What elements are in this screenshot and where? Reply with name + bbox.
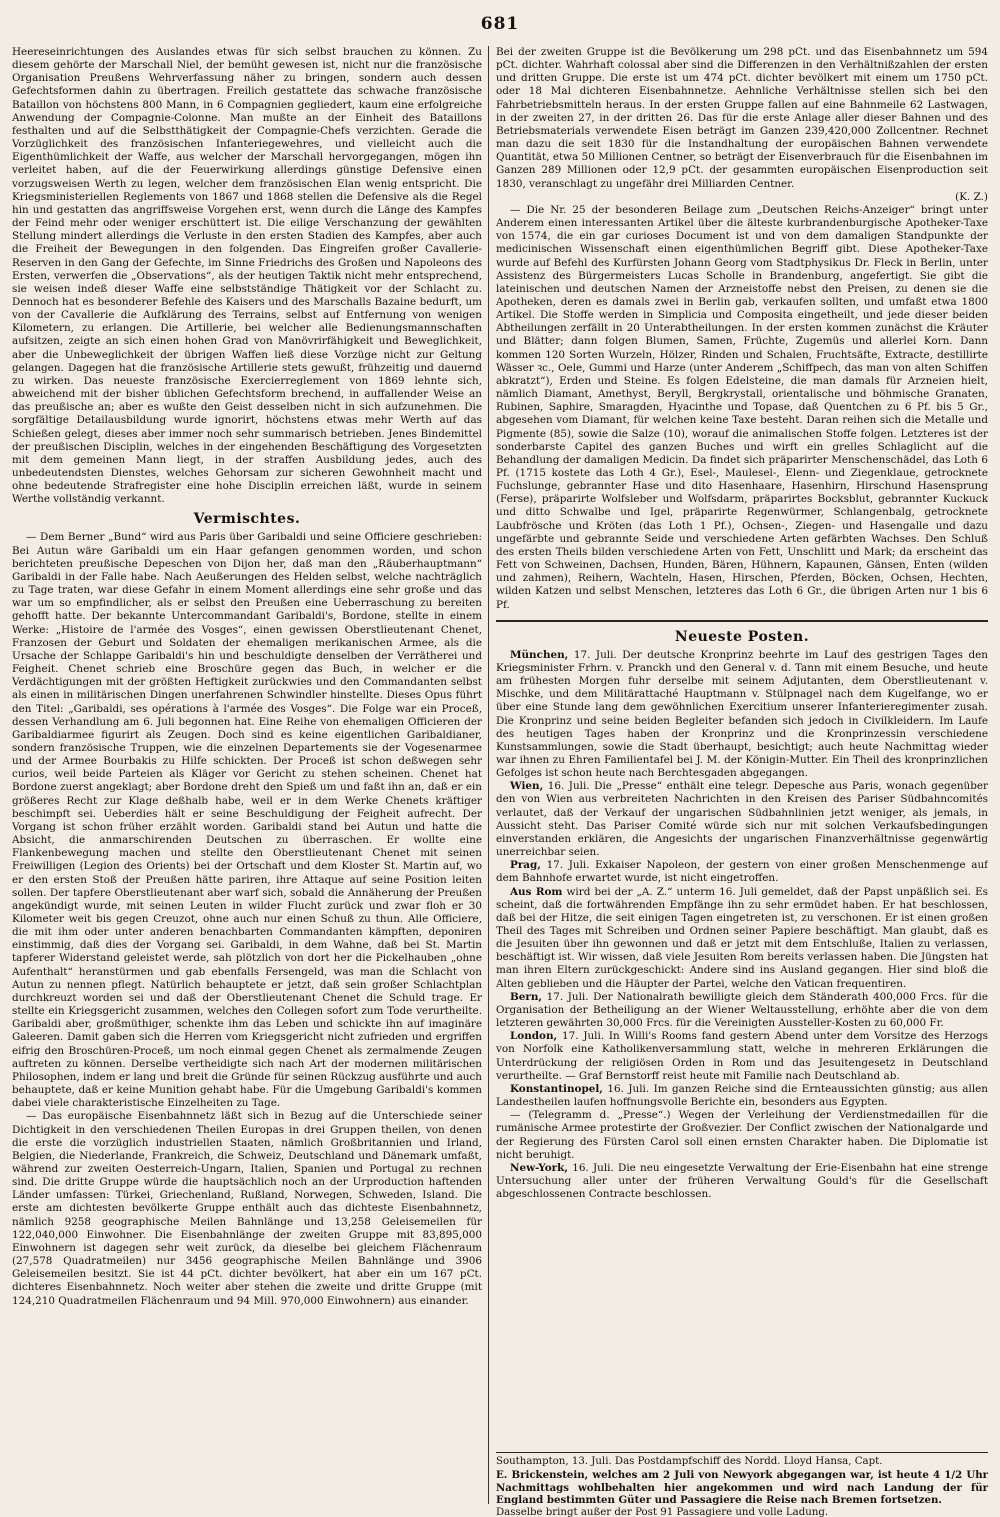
news-text: 17. Juli. Der deutsche Kronprinz beehrte im Lauf des gestrigen Tages den Kriegsminister Frhrn. v. Pranckh und den General v. d. Tann mit einem Besuche, und heute am frühesten Morgen fuhr derselbe mit seinem Adjutanten, dem Oberstlieutenant v. Mischke, und dem Militärattaché Hauptmann v. Stülpnagel nach dem Kugelfange, wo er über eine Stunde lang dem gewöhnlichen Exercitium unserer Infanterieregimenter zusah. Die Kronprinz und seine beiden Begleiter befanden sich jedoch in Civilkleidern. Im Laufe des heutigen Tages haben der Kronprinz und die Kronprinzessin verschiedene Kunstsammlungen, sowie die Stadt überhaupt, besichtigt; auch heute Nachmittag wieder war ihnen zu Ehren Familientafel bei J. M. der Königin-Mutter. Ein Theil des kronprinzlichen Gefolges ist schon heute nach Berchtesgaden abgegangen. bbox=[496, 648, 988, 780]
section-heading-neueste-posten: Neueste Posten. bbox=[674, 628, 810, 645]
news-item bbox=[496, 886, 988, 991]
apotheker-article-paragraph: — Die Nr. 25 der besonderen Beilage zum „Deutschen Reichs-Anzeiger“ bringt unter Anderem einen interessanten Artikel über die älteste kurbrandenburgische Apotheker-Taxe von 1574, die ein gar curioses Document ist und von dem damaligen Standpunkte der medicinischen Wissenschaft einen eigenthümlichen Begriff gibt. Diese Apotheker-Taxe wurde auf Befehl des Kurfürsten Johann Georg vom Stadtphysikus Dr. Fleck in Berlin, unter Assistenz des Bürgermeisters Lucas Scholle in Brandenburg, angefertigt. Sie gibt die lateinischen und deutschen Namen der Arzneistoffe nebst den Preisen, zu denen sie die Apotheken, deren es damals zwei in Berlin gab, verkaufen sollten, und umfaßt etwa 1800 Artikel. Die Stoffe werden in Simplicia und Composita eingetheilt, und jede dieser beiden Abtheilungen zerfällt in 20 Unterabtheilungen. In der ersten kommen zunächst die Kräuter und Blätter; dann folgen Blumen, Samen, Früchte, Zugemüs und allerlei Korn. Dann kommen 120 Sorten Wurzeln, Hölzer, Rinden und Schalen, Fruchtsäfte, Extracte, destillirte Wässer ꝛc., Oele, Gummi und Harze (unter Anderem „Schiffpech, das man von alten Schiffen abkratzt“), Erden und Steine. Es folgen Edelsteine, die man damals für Arzneien hielt, nämlich Diamant, Amethyst, Beryll, Bergkrystall, orientalische und böhmische Granaten, Rubinen, Saphire, Smaragden, Hyacinthe und Topase, daß Quentchen zu 6 Pf. bis 5 Gr., abgesehen vom Diamant, für welchen keine Taxe besteht. Daran reihen sich die Metalle und Pigmente (85), sowie die Salze (10), worauf die animalischen Stoffe folgen. Letzteres ist der sonderbarste Capitel des ganzen Buches und wirft ein grelles Schlaglicht auf die Behandlung der damaligen Medicin. Da findet sich präparirter Menschenschädel, das Loth 6 Pf. (1715 kostete das Loth 4 Gr.), Esel-, Maulesel-, Elenn- und Ziegenklaue, getrocknete Fuchslunge, gebrannter Hase und dito Hasenhaare, Hasenhirn, Hirschund Hasensprung (Ferse), präparirte Wolfsleber und Wolfsdarm, präparirtes Bocksblut, gebrannter Kuckuck und ditto Schwalbe und Igel, präparirte Regenwürmer, Schlangenbalg, getrocknete Laubfrösche und Kröten (das Loth 1 Pf.), Ochsen-, Ziegen- und Hasengalle und dazu ungefärbte und gebrannte Seide und verschiedene Arten gefärbten Wachses. Den Schluß des ersten Theils bilden verschiedene Arten von Fett, Unschlitt und Mark; da erscheint das Fett von Schweinen, Dachsen, Hunden, Bären, Hühnern, Kapaunen, Gänsen, Enten (wilden und zahmen), Reihern, Wachteln, Hasen, Hirschen, Pferden, Böcken, Ochsen, Hechten, wilden Katzen und selbst Menschen, letzteres das Loth 6 Gr., die übrigen Arten nur 1 bis 6 Pf. bbox=[496, 203, 988, 611]
news-text: wird bei der „A. Z.“ unterm 16. Juli gemeldet, daß der Papst unpäßlich sei. Es scheint, daß die fortwährenden Empfänge ihn zu sehr ermüdet haben. Er hat beschlossen, daß bei der Hitze, die seit einigen Tagen eingetreten ist, zu verschonen. Er ist einen großen Theil des Tages mit Schreiben und Ordnen seiner Papiere beschäftigt. Man glaubt, daß es die Jesuiten über ihn gewonnen und daß er jetzt mit dem Entschluße, Italien zu verlassen, beschäftigt ist. Wir wissen, daß viele Jesuiten Rom bereits verlassen haben. Die Jüngsten hat man ihren Eltern zurückgeschickt: Andere sind ins Ausland gegangen. Hier sind bloß die Alten geblieben und die Häupter der Partei, welche den Vatican frequentiren. bbox=[496, 885, 988, 990]
source-signature: (K. Z.) bbox=[955, 190, 988, 203]
shipping-notice bbox=[496, 1452, 988, 1517]
garibaldi-article-paragraph: — Dem Berner „Bund“ wird aus Paris über Garibaldi und seine Officiere geschrieben: Bei Autun wäre Garibaldi um ein Haar gefangen genommen worden, und schon berichteten preußische Depeschen von Dijon her, daß man den „Räuberhauptmann“ Garibaldi in der Falle habe. Nach Aeußerungen des Helden selbst, welche nachträglich zu Tage traten, war diese Gefahr in einem Moment allerdings eine sehr große und das war um so empfindlicher, als er selbst den Preußen eine Ueberraschung zu bereiten gehofft hatte. Der bekannte Untercommandant Garibaldi's, Bordone, stellte in einem Werke: „Histoire de l'armée des Vosges“, einen gewissen Oberstlieutenant Chenet, Franzosen der Geburt und Soldaten der ehemaligen merikanischen Armee, als die Ursache der Schlappe Garibaldi's hin und beschuldigte denselben der Verrätherei und Feigheit. Chenet schrieb eine Broschüre gegen das Buch, in welcher er die Verdächtigungen mit der größten Heftigkeit zurückwies und den Commandanten selbst als einen in militärischen Dingen unerfahrenen Schwindler hinstellte. Dieses Opus führt den Titel: „Garibaldi, ses opérations à l'armée des Vosges“. Die Folge war ein Proceß, dessen Verhandlung am 6. Juli begonnen hat. Eine Reihe von ehemaligen Officieren der Garibaldiarmee figurirt als Zeugen. Doch sind es keine eigentlichen Garibaldianer, sondern französische Truppen, wie die einzelnen Departements sie der Vogesenarmee und der Armee Bourbakis zu Hilfe schickten. Der Proceß ist schon deßwegen sehr curios, weil beide Parteien als Kläger vor Gericht zu stehen scheinen. Chenet hat Bordone zuerst angeklagt; aber Bordone dreht den Spieß um und faßt ihn an, daß er ein größeres Recht zur Klage deßhalb habe, weil er in dem Werke Chenets kräftiger beschimpft sei. Ueberdies hält er seine Beschuldigung der Feigheit aufrecht. Der Vorgang ist schon früher erzählt worden. Garibaldi stand bei Autun und hatte die Absicht, die anmarschirenden Deutschen zu überraschen. Er wollte eine Flankenbewegung machen und stellte den Oberstlieutenant Chenet mit seinen Freiwilligen (Legion des Orients) bei der Ortschaft und dem Kloster St. Martin auf, wo er den ersten Stoß der Preußen hätte pariren, ihre Attaque auf seine Position leiten sollen. Der tapfere Oberstlieutenant aber warf sich, sobald die Annäherung der Preußen angekündigt wurde, mit seinen Leuten in wilder Flucht zurück und zwar floh er 30 Kilometer weit bis gegen Creuzot, ohne auch nur einen Schuß zu thun. Alle Officiere, die mit ihm oder unter anderen benachbarten Commandanten kämpften, deponiren einstimmig, daß dies der Vorgang sei. Garibaldi, in dem Wahne, daß bei St. Martin tapferer Widerstand geleistet werde, sah plötzlich von dort her die Pickelhauben „ohne Aufenthalt“ heranstürmen und gab ebenfalls Fersengeld, was man die Schlacht von Autun zu nennen pflegt. Natürlich behauptete er jetzt, daß sein großer Schlachtplan durchkreuzt worden sei und daß der Oberstlieutenant Chenet die Schuld trage. Er stellte ein Kriegsgericht zusammen, welches den Collegen sofort zum Tode verurtheilte. Garibaldi aber, großmüthiger, schenkte ihm das Leben und schickte ihn auf imaginäre Galeeren. Damit gaben sich die Herren vom Kriegsgericht nicht zufrieden und ergriffen eifrig den Broschüren-Proceß, um noch einmal gegen Chenet als zermalmende Zeugen auftreten zu können. Derselbe vertheidigte sich nach Art der modernen militärischen Philosophen, indem er lang und breit die Gründe für seinen Rückzug ausführte und auch behauptete, daß er keine Munition gehabt habe. Für die Umgebung Garibaldi's kommen dabei viele charakteristische Einzelheiten zu Tage. bbox=[12, 531, 482, 1110]
military-article-paragraph: Heereseinrichtungen des Auslandes etwas für sich selbst brauchen zu können. Zu diesem gehörte der Marschall Niel, der bemüht gewesen ist, nicht nur die französische Organisation Preußens Wehrverfassung näher zu bringen, sondern auch dessen Gefechtsformen dahin zu übertragen. Freilich gestattete das schwache französische Bataillon von höchstens 800 Mann, in 6 Compagnien gegliedert, kaum eine erfolgreiche Anwendung der Compagnie-Colonne. Man mußte an der Einheit des Bataillons festhalten und auf die Selbstthätigkeit der Compagnie-Chefs verzichten. Gerade die Vorzüglichkeit des französischen Infanteriegewehres, und vielleicht auch die Eigenthümlichkeit der Waffe, aus welcher der Marschall hervorgegangen, mögen ihn verleitet haben, auf die der Feuerwirkung allerdings günstige Defensive einen vorzugsweisen Werth zu legen, welcher dem französischen Elan wenig entspricht. Die Kriegsministeriellen Reglements von 1867 und 1868 stellen die Defensive als die Regel hin und gestatten das angriffsweise Vorgehen erst, wenn durch die Länge des Kampfes der Feind mehr oder weniger erschüttert ist. Die eilige Verschanzung der gewählten Stellung mindert allerdings die Verluste in den ersten Stadien des Kampfes, aber auch die Freiheit der Bewegungen in den folgenden. Das Eingreifen großer Cavallerie-Reserven in den Gang der Gefechte, im Sinne Friedrichs des Großen und Napoleons des Ersten, verwerfen die „Observations“, als der heutigen Taktik nicht mehr entsprechend, sie weisen indeß dieser Waffe eine selbstständige Thätigkeit vor der Schlacht zu. Dennoch hat es besonderer Befehle des Kaisers und des Marschalls Bazaine bedurft, um von der Cavallerie die Aufklärung des Terrains, selbst auf Entfernung von wenigen Kilometern, zu erlangen. Die Artillerie, bei welcher alle Bedienungsmannschaften aufsitzen, zeigte an sich einen hohen Grad von Manövrirfähigkeit und Beweglichkeit, aber die Unbeweglichkeit der übrigen Waffen ließ diese Vorzüge nicht zur Geltung gelangen. Dagegen hat die französische Artillerie stets gewußt, frühzeitig und dauernd zu wirken. Das neueste französische Exercierreglement von 1869 lehnte sich, abweichend mit der bisher üblichen Gefechtsform brechend, in auffallender Weise an das preußische an; aber es wußte den Geist desselben nicht in sich aufzunehmen. Die sorgfältige Detailausbildung wurde ignorirt, höchstens etwas mehr Werth auf das Schießen gelegt, dieses aber immer noch sehr summarisch betrieben. Jenes Bindemittel der preußischen Disciplin, welches in der eingehenden Beschäftigung des Vorgesetzten mit dem gemeinen Mann liegt, in der straffen Ausbildung jedes, auch des unbedeutendsten Dienstes, welches Gehorsam zur sicheren Gewohnheit macht und ohne bedeutende Strafregister eine hohe Disciplin erreichen läßt, wurde in seinem Werthe vollständig verkannt. bbox=[12, 46, 482, 506]
news-dateline: Prag, bbox=[510, 859, 541, 872]
news-dateline: Aus Rom bbox=[510, 885, 563, 898]
shipping-notice-line: Southampton, 13. Juli. Das Postdampfschiff des Nordd. Lloyd Hansa, Capt. bbox=[496, 1456, 883, 1467]
news-text: 16. Juli. Im ganzen Reiche sind die Ernteaussichten günstig; aus allen Landestheilen laufen hoffnungsvolle Berichte ein, besonders aus Egypten. bbox=[496, 1082, 988, 1109]
news-item bbox=[496, 649, 988, 781]
right-column bbox=[496, 46, 988, 1446]
news-item bbox=[496, 1083, 988, 1109]
news-item bbox=[496, 859, 988, 885]
section-divider bbox=[496, 620, 988, 622]
railway-article-continued: Bei der zweiten Gruppe ist die Bevölkerung um 298 pCt. und das Eisenbahnnetz um 594 pCt. dichter. Wahrhaft colossal aber sind die Differenzen in den Verhältnißzahlen der ersten und dritten Gruppe. Die erste ist um 474 pCt. dichter bevölkert mit einem um 1750 pCt. oder 18 Mal dichteren Eisenbahnnetze. Aehnliche Verhältnisse stellen sich bei den Fahrbetriebsmitteln heraus. In der ersten Gruppe fallen auf eine Bahnmeile 62 Lastwagen, in der zweiten 27, in der dritten 26. Das für die erste Anlage aller dieser Bahnen und des Betriebsmaterials verwendete Eisen beträgt im Ganzen 239,420,000 Zollcentner. Rechnet man dazu die seit 1830 für die Instandhaltung der europäischen Bahnen verwendete Quantität, etwa 50 Millionen Centner, so beträgt der Eisenverbrauch für die Eisenbahnen im Ganzen 289 Millionen oder 12,9 pCt. der gesammten europäischen Eisenproduction seit 1830, veranschlagt zu ungefähr drei Milliarden Centner. bbox=[496, 46, 988, 190]
news-dateline: Konstantinopel, bbox=[510, 1082, 603, 1095]
column-divider bbox=[488, 46, 489, 1504]
shipping-notice-line: E. Brickenstein, welches am 2 Juli von Newyork abgegangen war, ist heute 4 1/2 Uhr Nachmittags wohlbehalten hier angekommen und wird nach Landung der für England bestimmten Güter und Passagiere die Reise nach Bremen fortsetzen. bbox=[496, 1468, 988, 1507]
news-dateline: New-York, bbox=[510, 1161, 568, 1174]
news-item bbox=[496, 1162, 988, 1201]
news-text: — (Telegramm d. „Presse“.) Wegen der Verleihung der Verdienstmedaillen für die rumänische Armee protestirte der Großvezier. Der Conflict zwischen der Nationalgarde und der Regierung des Fürsten Carol soll einen ernsten Charakter haben. Die Diplomatie ist nicht beruhigt. bbox=[496, 1109, 988, 1161]
shipping-notice-line: Dasselbe bringt außer der Post 91 Passagiere und volle Ladung. bbox=[496, 1507, 829, 1517]
news-text: 17. Juli. Der Nationalrath bewilligte gleich dem Ständerath 400,000 Frcs. für die Organisation der Betheiligung an der Wiener Weltausstellung, erhöhte aber die von dem letzteren gewährten 30,000 Frcs. für die Vereinigten Aussteller-Kosten zu 60,000 Fr. bbox=[496, 990, 988, 1030]
news-dateline: München, bbox=[510, 648, 569, 661]
news-dateline: London, bbox=[510, 1030, 558, 1043]
news-item bbox=[496, 1109, 988, 1162]
news-item bbox=[496, 780, 988, 859]
page-number: 681 bbox=[480, 14, 520, 34]
news-text: 17. Juli. Exkaiser Napoleon, der gestern von einer großen Menschenmenge auf dem Bahnhofe erwartet wurde, ist nicht eingetroffen. bbox=[496, 859, 988, 885]
left-column bbox=[12, 46, 482, 1506]
news-dateline: Bern, bbox=[510, 990, 543, 1003]
section-heading-vermischtes: Vermischtes. bbox=[193, 511, 301, 528]
railway-article-paragraph: — Das europäische Eisenbahnnetz läßt sich in Bezug auf die Unterschiede seiner Dichtigkeit in den verschiedenen Theilen Europas in drei Gruppen theilen, von denen die erste die vorzüglich industriellen Staaten, nämlich Großbritannien und Irland, Belgien, die Niederlande, Frankreich, die Schweiz, Deutschland und Dänemark umfaßt, während zur zweiten Oesterreich-Ungarn, Italien, Spanien und Portugal zu rechnen sind. Die dritte Gruppe würde die hauptsächlich noch an der Urproduction haftenden Länder umfassen: Türkei, Griechenland, Rußland, Norwegen, Schweden, Island. Die erste am dichtesten bevölkerte Gruppe enthält auch das dichteste Eisenbahnnetz, nämlich 9258 geographische Meilen Bahnlänge und 13,258 Geleisemeilen für 122,040,000 Einwohner. Die Eisenbahnlänge der zweiten Gruppe mit 83,895,000 Einwohnern ist dagegen sehr weit zurück, da dieselbe bei gleichem Flächenraum (27,578 Quadratmeilen) nur 3456 geographische Meilen Bahnlänge und 3906 Geleisemeilen besitzt. Sie ist 44 pCt. dichter bevölkert, hat aber ein um 167 pCt. dichteres Eisenbahnnetz. Noch weiter aber stehen die zweite und dritte Gruppe (mit 124,210 Quadratmeilen Flächenraum und 94 Mill. 970,000 Einwohnern) aus einander. bbox=[12, 1110, 482, 1307]
news-text: 17. Juli. In Willi's Rooms fand gestern Abend unter dem Vorsitze des Herzogs von Norfolk eine Katholikenversammlung statt, welche in mehreren Erklärungen die Unterdrückung der religiösen Orden in Rom und das Jesuitengesetz in Deutschland verurtheilte. — Graf Bernstorff reist heute mit Familie nach Deutschland ab. bbox=[496, 1030, 988, 1082]
news-text: 16. Juli. Die „Presse“ enthält eine telegr. Depesche aus Paris, wonach gegenüber den von Wien aus verbreiteten Nachrichten in den Kreisen des Pariser Südbahncomités verlautet, daß der Verkauf der ungarischen Südbahnlinien jetzt weniger, als jemals, in Aussicht steht. Das Pariser Comité würde sich nur mit solchen Verkaufsbedingungen einverstanden erklären, die Angesichts der ungarischen Finanzverhältnisse gegenwärtig unerreichbar seien. bbox=[496, 780, 988, 859]
news-item bbox=[496, 991, 988, 1030]
news-text: 16. Juli. Die neu eingesetzte Verwaltung der Erie-Eisenbahn hat eine strenge Untersuchung aller unter der früheren Verwaltung Gould's für die Gesellschaft abgeschlossenen Contracte beschlossen. bbox=[496, 1161, 988, 1201]
news-item bbox=[496, 1030, 988, 1083]
news-dateline: Wien, bbox=[510, 780, 544, 793]
